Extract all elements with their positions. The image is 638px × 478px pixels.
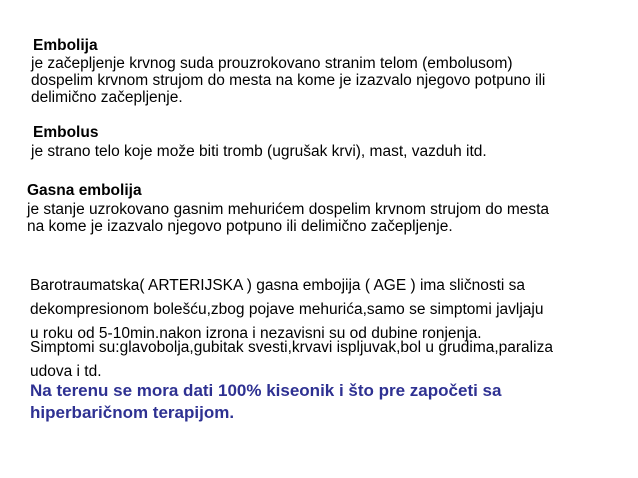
gasna-embolija-definition — [27, 201, 549, 235]
simptomi-paragraph — [30, 336, 553, 384]
embolus-line-1: je strano telo koje može biti tromb (ugrušak krvi), mast, vazduh itd. — [31, 143, 487, 160]
terapija-line-1: Na terenu se mora dati 100% kiseonik i što pre započeti sa — [30, 381, 502, 400]
baro-line-2: dekompresionom bolešću,zbog pojave mehurića,samo se simptomi javljaju — [30, 301, 544, 318]
gasna-line-1: je stanje uzrokovano gasnim mehurićem dospelim krvnom strujom do mesta — [27, 201, 550, 218]
embolija-heading: Embolija — [33, 37, 98, 54]
gasna-line-2: na kome je izazvalo njegovo potpuno ili delimično začepljenje. — [27, 218, 453, 235]
embolus-definition — [31, 143, 487, 160]
baro-line-3: u roku od 5-10min.nakon izrona i nezavisni su od dubine ronjenja. — [30, 325, 482, 342]
terapija-note — [30, 380, 501, 424]
baro-line-1: Barotraumatska( ARTERIJSKA ) gasna embojija ( AGE ) ima sličnosti sa — [30, 277, 526, 294]
embolija-line-3: delimično začepljenje. — [31, 89, 183, 106]
simptomi-line-1: Simptomi su:glavobolja,gubitak svesti,krvavi ispljuvak,bol u grudima,paraliza — [30, 339, 553, 356]
embolija-line-2: dospelim krvnom strujom do mesta na kome je izazvalo njegovo potpuno ili — [31, 72, 546, 89]
embolija-definition — [31, 55, 545, 106]
simptomi-line-2: udova i td. — [30, 363, 102, 380]
gasna-embolija-heading: Gasna embolija — [27, 182, 142, 199]
embolus-heading: Embolus — [33, 124, 99, 141]
embolija-line-1: je začepljenje krvnog suda prouzrokovano stranim telom (embolusom) — [31, 55, 513, 72]
terapija-line-2: hiperbaričnom terapijom. — [30, 403, 235, 422]
